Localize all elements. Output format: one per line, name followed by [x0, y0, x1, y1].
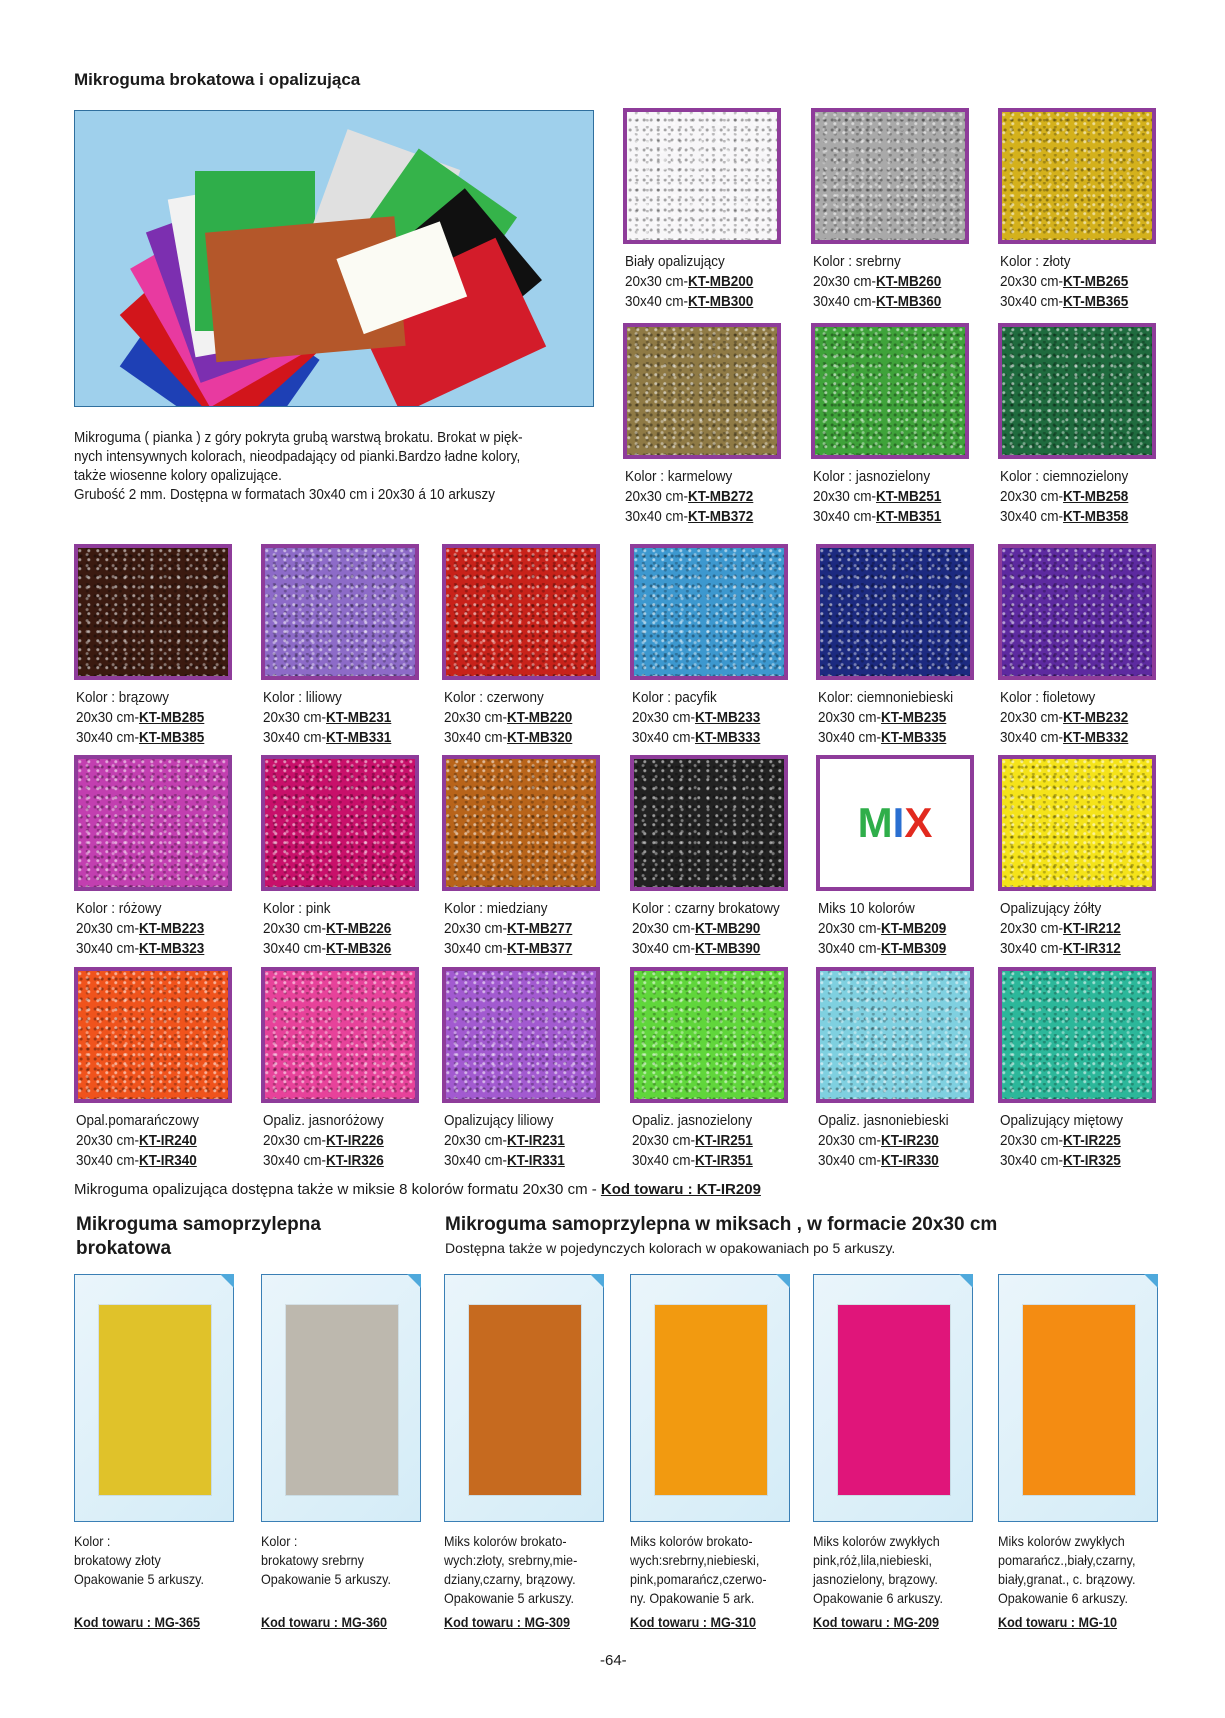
product-code: Kod towaru : MG-309: [444, 1614, 571, 1630]
swatch-kt-mb226: [261, 755, 419, 891]
mix-logo-letter: X: [904, 799, 933, 846]
product-code: KT-IR326: [326, 1152, 384, 1169]
swatch-kt-mb209: [816, 755, 974, 891]
swatch-size-30x40: 30x40 cm-KT-MB385: [76, 729, 205, 746]
mix-note-code: Kod towaru : KT-IR209: [600, 1181, 761, 1198]
glitter-texture: [1002, 327, 1152, 455]
swatch-color-name: Kolor : karmelowy: [625, 468, 733, 485]
swatch-size-30x40: 30x40 cm-KT-MB390: [632, 940, 761, 957]
swatch-color-name: Opalizujący miętowy: [1000, 1112, 1124, 1129]
glitter-texture: [815, 327, 965, 455]
swatch-color-name: Kolor : miedziany: [444, 900, 548, 917]
swatch-color-name: Miks 10 kolorów: [818, 900, 915, 917]
swatch-kt-ir225: [998, 967, 1156, 1103]
swatch-size-20x30: 20x30 cm-KT-MB200: [625, 273, 754, 290]
swatch-caption: [625, 467, 753, 527]
product-description-line: brokatowy srebrny: [261, 1552, 364, 1568]
glitter-texture: [446, 971, 596, 1099]
product-description-line: Opakowanie 6 arkuszy.: [998, 1590, 1129, 1606]
product-code: KT-MB223: [139, 920, 205, 937]
product-package: [99, 1305, 211, 1495]
swatch-size-20x30: 20x30 cm-KT-MB285: [76, 709, 205, 726]
product-description-line: Opakowanie 5 arkuszy.: [261, 1571, 392, 1587]
swatch-size-20x30: 20x30 cm-KT-IR231: [444, 1132, 565, 1149]
swatch-size-20x30: 20x30 cm-KT-MB223: [76, 920, 205, 937]
swatch-size-30x40: 30x40 cm-KT-MB372: [625, 508, 754, 525]
swatch-kt-mb200: [623, 108, 781, 244]
glitter-texture: [627, 112, 777, 240]
swatch-caption: [1000, 252, 1128, 312]
product-photo: [998, 1274, 1158, 1522]
product-code: KT-MB365: [1063, 293, 1129, 310]
product-code: KT-MB390: [695, 940, 761, 957]
swatch-size-30x40: 30x40 cm-KT-MB326: [263, 940, 392, 957]
product-code: KT-MB360: [876, 293, 942, 310]
product-description-line: brokatowy złoty: [74, 1552, 161, 1568]
product-code: KT-MB258: [1063, 488, 1129, 505]
product-description-line: pink,pomarańcz,czerwo-: [630, 1571, 767, 1587]
glitter-texture: [265, 548, 415, 676]
page-number: -64-: [600, 1652, 627, 1669]
product-description: [630, 1532, 767, 1632]
swatch-size-30x40: 30x40 cm-KT-MB360: [813, 293, 942, 310]
product-code: KT-MB377: [507, 940, 573, 957]
swatch-size-30x40: 30x40 cm-KT-MB323: [76, 940, 205, 957]
swatch-size-30x40: 30x40 cm-KT-MB331: [263, 729, 392, 746]
product-description-line: pink,róż,lila,niebieski,: [813, 1552, 933, 1568]
product-photo: [630, 1274, 790, 1522]
glitter-texture: [815, 112, 965, 240]
product-code: KT-IR330: [881, 1152, 939, 1169]
intro-line: także wiosenne kolory opalizujące.: [74, 467, 282, 484]
swatch-size-20x30: 20x30 cm-KT-MB258: [1000, 488, 1129, 505]
product-code: KT-MB326: [326, 940, 392, 957]
corner-decoration: [1144, 1274, 1158, 1288]
swatch-kt-mb220: [442, 544, 600, 680]
swatch-kt-ir230: [816, 967, 974, 1103]
swatch-color-name: Kolor : liliowy: [263, 689, 342, 706]
swatch-kt-mb290: [630, 755, 788, 891]
product-code: KT-IR331: [507, 1152, 565, 1169]
swatch-size-30x40: 30x40 cm-KT-IR330: [818, 1152, 939, 1169]
product-code: KT-IR351: [695, 1152, 753, 1169]
swatch-kt-ir231: [442, 967, 600, 1103]
swatch-caption: [76, 899, 204, 959]
glitter-texture: [627, 327, 777, 455]
swatch-size-20x30: 20x30 cm-KT-MB290: [632, 920, 761, 937]
swatch-color-name: Opaliz. jasnoróżowy: [263, 1112, 384, 1129]
page-title: Mikroguma brokatowa i opalizująca: [74, 70, 361, 89]
glitter-texture: [820, 548, 970, 676]
swatch-kt-mb277: [442, 755, 600, 891]
swatch-size-30x40: 30x40 cm-KT-IR340: [76, 1152, 197, 1169]
swatch-size-30x40: 30x40 cm-KT-IR312: [1000, 940, 1121, 957]
swatch-caption: [444, 899, 572, 959]
intro-text: [74, 428, 573, 504]
glitter-texture: [265, 759, 415, 887]
product-code: KT-IR225: [1063, 1132, 1121, 1149]
swatch-size-30x40: 30x40 cm-KT-MB300: [625, 293, 754, 310]
product-description-line: Opakowanie 5 arkuszy.: [74, 1571, 205, 1587]
swatch-kt-ir212: [998, 755, 1156, 891]
product-description-line: Opakowanie 5 arkuszy.: [444, 1590, 575, 1606]
mix-logo-letter: M: [857, 799, 893, 846]
product-description-line: ny. Opakowanie 5 ark.: [630, 1590, 755, 1606]
product-code: KT-MB358: [1063, 508, 1129, 525]
glitter-texture: [1002, 759, 1152, 887]
swatch-size-30x40: 30x40 cm-KT-MB351: [813, 508, 942, 525]
swatch-kt-mb235: [816, 544, 974, 680]
product-code: Kod towaru : MG-209: [813, 1614, 940, 1630]
glitter-texture: [1002, 971, 1152, 1099]
section-title-left-line2: brokatowa: [76, 1238, 172, 1259]
swatch-color-name: Opal.pomarańczowy: [76, 1112, 200, 1129]
swatch-size-20x30: 20x30 cm-KT-IR240: [76, 1132, 197, 1149]
product-code: KT-MB235: [881, 709, 947, 726]
swatch-kt-ir251: [630, 967, 788, 1103]
swatch-color-name: Kolor : pink: [263, 900, 331, 917]
swatch-size-20x30: 20x30 cm-KT-MB235: [818, 709, 947, 726]
swatch-size-20x30: 20x30 cm-KT-MB260: [813, 273, 942, 290]
product-description-line: Kolor :: [261, 1533, 298, 1549]
swatch-kt-mb251: [811, 323, 969, 459]
product-code: KT-MB372: [688, 508, 754, 525]
product-description-line: Miks kolorów zwykłych: [998, 1533, 1125, 1549]
product-code: Kod towaru : MG-365: [74, 1614, 201, 1630]
product-photo: [74, 1274, 234, 1522]
product-code: KT-MB323: [139, 940, 205, 957]
swatch-kt-mb233: [630, 544, 788, 680]
product-description: [261, 1532, 391, 1632]
corner-decoration: [590, 1274, 604, 1288]
section-title-right: Mikroguma samoprzylepna w miksach , w formacie 20x30 cm: [445, 1214, 998, 1235]
swatch-color-name: Kolor : czarny brokatowy: [632, 900, 780, 917]
swatch-size-20x30: 20x30 cm-KT-MB233: [632, 709, 761, 726]
glitter-texture: [634, 759, 784, 887]
swatch-caption: [813, 467, 941, 527]
swatch-color-name: Opalizujący żółty: [1000, 900, 1102, 917]
swatch-caption: [632, 688, 760, 748]
swatch-size-30x40: 30x40 cm-KT-IR326: [263, 1152, 384, 1169]
swatch-kt-mb272: [623, 323, 781, 459]
product-photo: [261, 1274, 421, 1522]
product-code: KT-MB277: [507, 920, 573, 937]
product-code: KT-MB251: [876, 488, 942, 505]
glitter-texture: [634, 971, 784, 1099]
product-code: KT-MB320: [507, 729, 573, 746]
swatch-color-name: Kolor : fioletowy: [1000, 689, 1096, 706]
swatch-size-20x30: 20x30 cm-KT-IR212: [1000, 920, 1121, 937]
product-code: KT-MB231: [326, 709, 392, 726]
glitter-texture: [446, 548, 596, 676]
product-code: KT-MB335: [881, 729, 947, 746]
product-description: [444, 1532, 577, 1632]
swatch-kt-mb265: [998, 108, 1156, 244]
product-code: KT-MB332: [1063, 729, 1129, 746]
swatch-size-30x40: 30x40 cm-KT-MB332: [1000, 729, 1129, 746]
product-code: Kod towaru : MG-310: [630, 1614, 757, 1630]
product-code: KT-MB309: [881, 940, 947, 957]
product-description: [813, 1532, 943, 1632]
product-package: [469, 1305, 581, 1495]
swatch-size-20x30: 20x30 cm-KT-MB272: [625, 488, 754, 505]
swatch-caption: [1000, 688, 1128, 748]
product-code: KT-IR212: [1063, 920, 1121, 937]
product-code: KT-MB209: [881, 920, 947, 937]
swatch-size-30x40: 30x40 cm-KT-MB333: [632, 729, 761, 746]
glitter-texture: [78, 548, 228, 676]
product-description: [74, 1532, 204, 1632]
swatch-kt-mb231: [261, 544, 419, 680]
mix-note: [74, 1181, 761, 1198]
product-code: KT-MB260: [876, 273, 942, 290]
swatch-color-name: Kolor : brązowy: [76, 689, 170, 706]
swatch-size-20x30: 20x30 cm-KT-IR230: [818, 1132, 939, 1149]
product-code: KT-MB233: [695, 709, 761, 726]
swatch-kt-mb223: [74, 755, 232, 891]
swatch-size-30x40: 30x40 cm-KT-MB377: [444, 940, 573, 957]
product-code: Kod towaru : MG-360: [261, 1614, 388, 1630]
product-description-line: Miks kolorów zwykłych: [813, 1533, 940, 1549]
product-code: KT-MB331: [326, 729, 392, 746]
swatch-kt-mb258: [998, 323, 1156, 459]
glitter-sheets-fan-image: [75, 111, 594, 407]
glitter-texture: [1002, 548, 1152, 676]
glitter-texture: [78, 971, 228, 1099]
product-code: KT-IR251: [695, 1132, 753, 1149]
swatch-size-20x30: 20x30 cm-KT-IR251: [632, 1132, 753, 1149]
product-description-line: Miks kolorów brokato-: [630, 1533, 753, 1549]
section-title-left: [76, 1213, 321, 1261]
swatch-color-name: Kolor : różowy: [76, 900, 162, 917]
swatch-size-30x40: 30x40 cm-KT-IR351: [632, 1152, 753, 1169]
mix-logo-letter: I: [892, 799, 905, 846]
swatch-caption: [818, 1111, 949, 1171]
product-description-line: Kolor :: [74, 1533, 111, 1549]
product-code: KT-MB232: [1063, 709, 1129, 726]
glitter-texture: [1002, 112, 1152, 240]
product-code: KT-MB265: [1063, 273, 1129, 290]
swatch-size-20x30: 20x30 cm-KT-MB209: [818, 920, 947, 937]
glitter-texture: [634, 548, 784, 676]
swatch-caption: [444, 1111, 565, 1171]
product-description-line: wych:złoty, srebrny,mie-: [444, 1552, 578, 1568]
swatch-size-20x30: 20x30 cm-KT-MB226: [263, 920, 392, 937]
mix-note-text: Mikroguma opalizująca dostępna także w miksie 8 kolorów formatu 20x30 cm -: [74, 1181, 601, 1198]
swatch-caption: [632, 899, 780, 959]
product-description-line: pomarańcz.,biały,czarny,: [998, 1552, 1136, 1568]
swatch-size-20x30: 20x30 cm-KT-IR226: [263, 1132, 384, 1149]
swatch-caption: [263, 1111, 384, 1171]
product-description-line: Miks kolorów brokato-: [444, 1533, 567, 1549]
product-code: KT-IR340: [139, 1152, 197, 1169]
section-title-left-line1: Mikroguma samoprzylepna: [76, 1214, 321, 1235]
corner-decoration: [959, 1274, 973, 1288]
product-code: KT-MB220: [507, 709, 573, 726]
swatch-color-name: Kolor : ciemnozielony: [1000, 468, 1129, 485]
corner-decoration: [776, 1274, 790, 1288]
product-code: KT-IR240: [139, 1132, 197, 1149]
product-code: KT-MB285: [139, 709, 205, 726]
intro-line: nych intensywnych kolorach, nieodpadający od pianki.Bardzo ładne kolory,: [74, 448, 521, 465]
product-description-line: wych:srebrny,niebieski,: [630, 1552, 760, 1568]
swatch-color-name: Biały opalizujący: [625, 253, 725, 270]
product-photo: [813, 1274, 973, 1522]
swatch-size-20x30: 20x30 cm-KT-MB251: [813, 488, 942, 505]
product-code: KT-MB333: [695, 729, 761, 746]
product-package: [838, 1305, 950, 1495]
swatch-size-20x30: 20x30 cm-KT-IR225: [1000, 1132, 1121, 1149]
product-code: KT-MB200: [688, 273, 754, 290]
product-code: KT-MB300: [688, 293, 754, 310]
swatch-size-20x30: 20x30 cm-KT-MB232: [1000, 709, 1129, 726]
swatch-size-30x40: 30x40 cm-KT-MB320: [444, 729, 573, 746]
swatch-caption: [1000, 1111, 1123, 1171]
swatch-color-name: Opaliz. jasnozielony: [632, 1112, 753, 1129]
swatch-color-name: Kolor : jasnozielony: [813, 468, 931, 485]
swatch-size-20x30: 20x30 cm-KT-MB220: [444, 709, 573, 726]
swatch-size-20x30: 20x30 cm-KT-MB265: [1000, 273, 1129, 290]
swatch-kt-ir226: [261, 967, 419, 1103]
swatch-size-20x30: 20x30 cm-KT-MB231: [263, 709, 392, 726]
product-code: KT-IR312: [1063, 940, 1121, 957]
swatch-kt-mb285: [74, 544, 232, 680]
swatch-color-name: Kolor : czerwony: [444, 689, 544, 706]
product-code: KT-MB290: [695, 920, 761, 937]
swatch-kt-mb260: [811, 108, 969, 244]
swatch-caption: [632, 1111, 753, 1171]
product-description-line: dziany,czarny, brązowy.: [444, 1571, 576, 1587]
swatch-color-name: Kolor: ciemnoniebieski: [818, 689, 954, 706]
swatch-size-30x40: 30x40 cm-KT-MB365: [1000, 293, 1129, 310]
swatch-caption: [263, 688, 391, 748]
swatch-caption: [76, 688, 204, 748]
hero-photo: [74, 110, 594, 407]
product-code: KT-IR226: [326, 1132, 384, 1149]
swatch-kt-mb232: [998, 544, 1156, 680]
product-package: [655, 1305, 767, 1495]
intro-line: Grubość 2 mm. Dostępna w formatach 30x40 cm i 20x30 á 10 arkuszy: [74, 486, 495, 503]
swatch-size-20x30: 20x30 cm-KT-MB277: [444, 920, 573, 937]
product-code: Kod towaru : MG-10: [998, 1614, 1118, 1630]
corner-decoration: [220, 1274, 234, 1288]
product-code: KT-MB351: [876, 508, 942, 525]
swatch-size-30x40: 30x40 cm-KT-IR325: [1000, 1152, 1121, 1169]
mix-logo: [820, 799, 970, 847]
swatch-color-name: Kolor : srebrny: [813, 253, 901, 270]
product-photo: [444, 1274, 604, 1522]
product-code: KT-MB385: [139, 729, 205, 746]
swatch-color-name: Opaliz. jasnoniebieski: [818, 1112, 949, 1129]
swatch-color-name: Opalizujący liliowy: [444, 1112, 554, 1129]
product-description-line: biały,granat., c. brązowy.: [998, 1571, 1136, 1587]
product-code: KT-IR230: [881, 1132, 939, 1149]
swatch-color-name: Kolor : pacyfik: [632, 689, 717, 706]
section-subtitle-right: Dostępna także w pojedynczych kolorach w opakowaniach po 5 arkuszy.: [445, 1240, 896, 1256]
swatch-size-30x40: 30x40 cm-KT-IR331: [444, 1152, 565, 1169]
swatch-caption: [1000, 899, 1121, 959]
intro-line: Mikroguma ( pianka ) z góry pokryta grubą warstwą brokatu. Brokat w pięk-: [74, 429, 523, 446]
product-description-line: jasnozielony, brązowy.: [813, 1571, 938, 1587]
swatch-caption: [263, 899, 391, 959]
product-description-line: Opakowanie 6 arkuszy.: [813, 1590, 944, 1606]
glitter-texture: [78, 759, 228, 887]
glitter-texture: [265, 971, 415, 1099]
swatch-caption: [818, 688, 953, 748]
corner-decoration: [407, 1274, 421, 1288]
swatch-color-name: Kolor : złoty: [1000, 253, 1071, 270]
swatch-size-30x40: 30x40 cm-KT-MB309: [818, 940, 947, 957]
swatch-kt-ir240: [74, 967, 232, 1103]
product-code: KT-IR325: [1063, 1152, 1121, 1169]
product-package: [1023, 1305, 1135, 1495]
product-code: KT-IR231: [507, 1132, 565, 1149]
glitter-texture: [820, 971, 970, 1099]
swatch-caption: [625, 252, 753, 312]
swatch-caption: [1000, 467, 1128, 527]
swatch-size-30x40: 30x40 cm-KT-MB335: [818, 729, 947, 746]
swatch-caption: [818, 899, 946, 959]
swatch-caption: [444, 688, 572, 748]
swatch-size-30x40: 30x40 cm-KT-MB358: [1000, 508, 1129, 525]
product-package: [286, 1305, 398, 1495]
swatch-caption: [76, 1111, 199, 1171]
product-code: KT-MB226: [326, 920, 392, 937]
swatch-caption: [813, 252, 941, 312]
product-code: KT-MB272: [688, 488, 754, 505]
glitter-texture: [446, 759, 596, 887]
product-description: [998, 1532, 1136, 1632]
